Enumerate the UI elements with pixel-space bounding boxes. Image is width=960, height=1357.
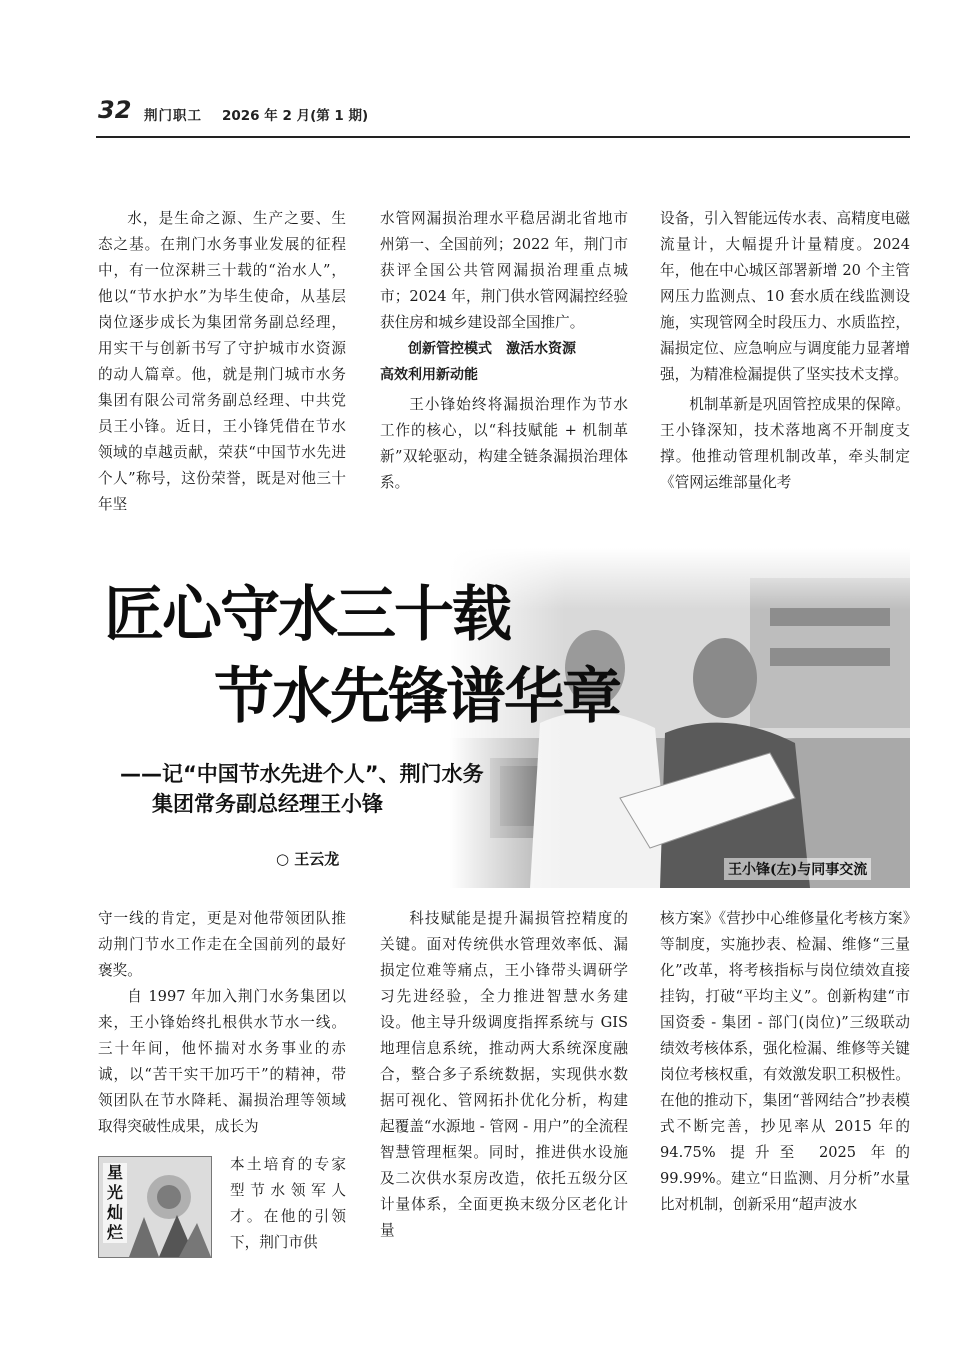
section-badge <box>98 1156 212 1258</box>
bottom-column-3 <box>660 906 910 1218</box>
paragraph: 核方案》《营抄中心维修量化考核方案》等制度，实施抄表、检漏、维修“三量化”改革，将考核指标与岗位绩效直接挂钩，打破“平均主义”。创新构建“市国资委 - 集团 - 部门(岗位)”三级联动绩效考核体系，强化检漏、维修等关键岗位考核权重，有效激发职工积极性。在他的推动下，集团“普网结合”抄表模式不断完善，抄见率从 2015 年的 94.75% 提升至 2025 年的 99.99%。建立“日监测、月分析”水量比对机制，创新采用“超声波水 <box>660 910 910 1213</box>
article-subtitle-line-2: 集团常务副总经理王小锋 <box>152 792 383 816</box>
paragraph: 自 1997 年加入荆门水务集团以来，王小锋始终扎根供水节水一线。三十年间，他怀揣对水务事业的赤诚，以“苦干实干加巧干”的精神，带领团队在节水降耗、漏损治理等领域取得突破性成果，成长为 <box>98 988 346 1135</box>
paragraph: 王小锋始终将漏损治理作为节水工作的核心，以“科技赋能 + 机制革新”双轮驱动，构建全链条漏损治理体系。 <box>380 396 628 491</box>
top-column-1 <box>98 206 346 518</box>
page-number: 32 <box>98 96 132 124</box>
article-title-line-2: 节水先锋谱华章 <box>214 662 620 732</box>
paragraph: 守一线的肯定，更是对他带领团队推动荆门节水工作走在全国前列的最好褒奖。 <box>98 910 346 979</box>
paragraph: 水，是生命之源、生产之要、生态之基。在荆门水务事业发展的征程中，有一位深耕三十载的“治水人”，他以“节水护水”为毕生使命，从基层岗位逐步成长为集团常务副总经理，用实干与创新书写了守护城市水资源的动人篇章。他，就是荆门城市水务集团有限公司常务副总经理、中共党员王小锋。近日，王小锋凭借在节水领域的卓越贡献，荣获“中国节水先进个人”称号，这份荣誉，既是对他三十年坚 <box>98 210 346 513</box>
bottom-column-2 <box>380 906 628 1244</box>
issue-date: 2026 年 2 月(第 1 期) <box>222 108 369 124</box>
article-title-line-1: 匠心守水三十载 <box>104 580 510 650</box>
author-byline: ○ 王云龙 <box>276 850 340 868</box>
top-column-2 <box>380 206 628 496</box>
photo-caption: 王小锋(左)与同事交流 <box>724 858 871 880</box>
paragraph: 水管网漏损治理水平稳居湖北省地市州第一、全国前列；2022 年，荆门市获评全国公共管网漏损治理重点城市；2024 年，荆门供水管网漏控经验获住房和城乡建设部全国推广。 <box>380 210 628 331</box>
top-column-3 <box>660 206 910 496</box>
bottom-column-1-wrap <box>230 1152 346 1256</box>
paragraph: 科技赋能是提升漏损管控精度的关键。面对传统供水管理效率低、漏损定位难等痛点，王小锋带头调研学习先进经验，全力推进智慧水务建设。他主导升级调度指挥系统与 GIS 地理信息系统，推动两大系统深度融合，整合多子系统数据，实现供水数据可视化、管网拓扑优化分析，构建起覆盖“水源地 - 管网 - 用户”的全流程智慧管理框架。同时，推进供水设施及二次供水泵房改造，依托五级分区计量体系，全面更换末级分区老化计量 <box>380 910 628 1239</box>
paragraph: 设备，引入智能远传水表、高精度电磁流量计，大幅提升计量精度。2024 年，他在中心城区部署新增 20 个主管网压力监测点、10 套水质在线监测设施，实现管网全时段压力、水质监控，漏损定位、应急响应与调度能力显著增强，为精准检漏提供了坚实技术支撑。 <box>660 210 910 383</box>
bottom-column-1 <box>98 906 346 1140</box>
paragraph: 机制革新是巩固管控成果的保障。王小锋深知，技术落地离不开制度支撑。他推动管理机制改革，牵头制定《管网运维部量化考 <box>660 396 910 491</box>
section-badge-label: 星光灿烂 <box>103 1163 127 1243</box>
article-subtitle-line-1: ——记“中国节水先进个人”、荆门水务 <box>120 762 484 786</box>
section-heading: 高效利用新动能 <box>380 367 478 383</box>
section-heading: 创新管控模式 激活水资源 <box>408 341 576 357</box>
magazine-name: 荆门职工 <box>144 108 202 124</box>
paragraph: 本土培育的专家型节水领军人才。在他的引领下，荆门市供 <box>230 1156 346 1251</box>
header-rule <box>96 136 910 138</box>
